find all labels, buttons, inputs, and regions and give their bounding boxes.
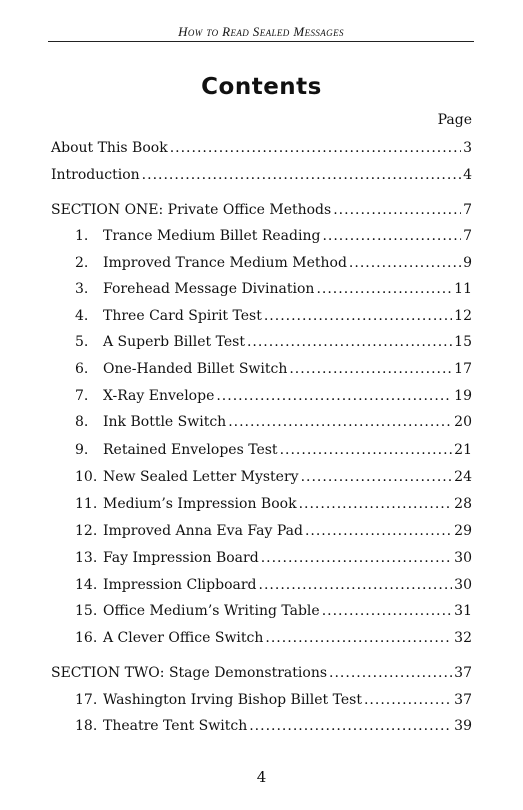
toc-entry-page: 30 [454, 577, 472, 593]
toc-entry-page: 31 [454, 603, 472, 619]
dot-leader [216, 386, 452, 406]
toc-entry-number: 10. [75, 469, 98, 485]
toc-entry-number: 11. [75, 496, 98, 512]
toc-entry [51, 467, 472, 487]
toc-entry-number: 13. [75, 550, 98, 566]
toc-entry-page: 3 [463, 140, 472, 156]
dot-leader [349, 253, 461, 273]
dot-leader [322, 226, 461, 246]
toc-entry [51, 663, 472, 683]
dot-leader [142, 165, 461, 185]
toc-entry [51, 575, 472, 595]
dot-leader [329, 663, 452, 683]
toc-entry-page: 7 [463, 202, 472, 218]
toc-entry-number: 9. [75, 442, 89, 458]
toc-entry [51, 226, 472, 246]
toc-entry-title: X-Ray Envelope [103, 388, 215, 404]
toc-entry-number: 1. [75, 228, 89, 244]
dot-leader [299, 494, 453, 514]
toc-entry-title: Trance Medium Billet Reading [103, 228, 321, 244]
toc-entry [51, 306, 472, 326]
dot-leader [322, 601, 452, 621]
toc-entry-number: 5. [75, 334, 89, 350]
toc-entry [51, 628, 472, 648]
toc-entry-number: 12. [75, 523, 98, 539]
toc-entry-page: 20 [454, 414, 472, 430]
toc-entry-page: 17 [454, 361, 472, 377]
toc-entry-number: 3. [75, 281, 89, 297]
dot-leader [249, 716, 452, 736]
toc-entry-number: 2. [75, 255, 89, 271]
dot-leader [228, 412, 452, 432]
header-rule [48, 41, 474, 42]
toc-entry-title: SECTION ONE: Private Office Methods [51, 202, 332, 218]
running-head: How to Read Sealed Messages [178, 24, 344, 39]
toc-entry-page: 29 [454, 523, 472, 539]
toc-entry [51, 332, 472, 352]
toc-entry [51, 716, 472, 736]
toc-entry-number: 4. [75, 308, 89, 324]
toc-entry-number: 15. [75, 603, 98, 619]
toc-entry-page: 4 [463, 167, 472, 183]
toc-entry-title: Improved Trance Medium Method [103, 255, 347, 271]
toc-entry-title: Introduction [51, 167, 140, 183]
toc-entry-number: 8. [75, 414, 89, 430]
dot-leader [316, 279, 452, 299]
toc-entry [51, 494, 472, 514]
dot-leader [261, 548, 452, 568]
toc-entry-page: 32 [454, 630, 472, 646]
toc-entry-title: Theatre Tent Switch [103, 718, 248, 734]
toc-entry [51, 279, 472, 299]
toc-entry-number: 18. [75, 718, 98, 734]
toc-entry-page: 12 [454, 308, 472, 324]
dot-leader [333, 200, 461, 220]
toc-entry-number: 16. [75, 630, 98, 646]
dot-leader [264, 306, 452, 326]
toc-entry-title: Impression Clipboard [103, 577, 257, 593]
toc-entry [51, 690, 472, 710]
toc-entry [51, 386, 472, 406]
toc-entry [51, 601, 472, 621]
toc-entry-title: Three Card Spirit Test [103, 308, 262, 324]
page-column-label: Page [437, 112, 472, 128]
toc-entry-page: 7 [463, 228, 472, 244]
toc-entry-title: Fay Impression Board [103, 550, 259, 566]
toc-entry [51, 548, 472, 568]
toc-entry-page: 11 [454, 281, 472, 297]
dot-leader [247, 332, 452, 352]
toc-entry-number: 6. [75, 361, 89, 377]
dot-leader [301, 467, 453, 487]
toc-entry [51, 165, 472, 185]
toc-entry-title: Office Medium’s Writing Table [103, 603, 320, 619]
dot-leader [305, 521, 452, 541]
toc-entry-page: 28 [454, 496, 472, 512]
toc-entry [51, 412, 472, 432]
toc-entry [51, 200, 472, 220]
dot-leader [170, 138, 461, 158]
toc-entry-page: 19 [454, 388, 472, 404]
page-number: 4 [256, 768, 267, 786]
toc-entry-page: 39 [454, 718, 472, 734]
toc-entry-page: 30 [454, 550, 472, 566]
toc-entry-page: 37 [454, 692, 472, 708]
toc-entry-title: A Clever Office Switch [103, 630, 264, 646]
toc-entry-title: Medium’s Impression Book [103, 496, 297, 512]
toc-entry [51, 359, 472, 379]
toc-entry-title: Forehead Message Divination [103, 281, 315, 297]
dot-leader [265, 628, 452, 648]
toc-entry-title: SECTION TWO: Stage Demonstrations [51, 665, 328, 681]
toc-entry-title: A Superb Billet Test [103, 334, 245, 350]
toc-entry-title: Ink Bottle Switch [103, 414, 227, 430]
toc-entry-title: Improved Anna Eva Fay Pad [103, 523, 303, 539]
page-title: Contents [201, 74, 322, 100]
toc-entry-number: 7. [75, 388, 89, 404]
toc-entry-title: Washington Irving Bishop Billet Test [103, 692, 362, 708]
toc-entry-number: 17. [75, 692, 98, 708]
toc-entry-title: About This Book [51, 140, 168, 156]
toc-entry [51, 440, 472, 460]
toc-entry [51, 138, 472, 158]
dot-leader [364, 690, 452, 710]
dot-leader [289, 359, 452, 379]
toc-entry-title: One-Handed Billet Switch [103, 361, 288, 377]
toc-entry [51, 253, 472, 273]
dot-leader [280, 440, 453, 460]
toc-entry-number: 14. [75, 577, 98, 593]
dot-leader [259, 575, 453, 595]
toc-entry [51, 521, 472, 541]
toc-entry-page: 37 [454, 665, 472, 681]
toc-entry-page: 15 [454, 334, 472, 350]
toc-entry-title: New Sealed Letter Mystery [103, 469, 299, 485]
toc-entry-page: 24 [454, 469, 472, 485]
toc-entry-page: 9 [463, 255, 472, 271]
toc-entry-title: Retained Envelopes Test [103, 442, 278, 458]
toc-entry-page: 21 [454, 442, 472, 458]
